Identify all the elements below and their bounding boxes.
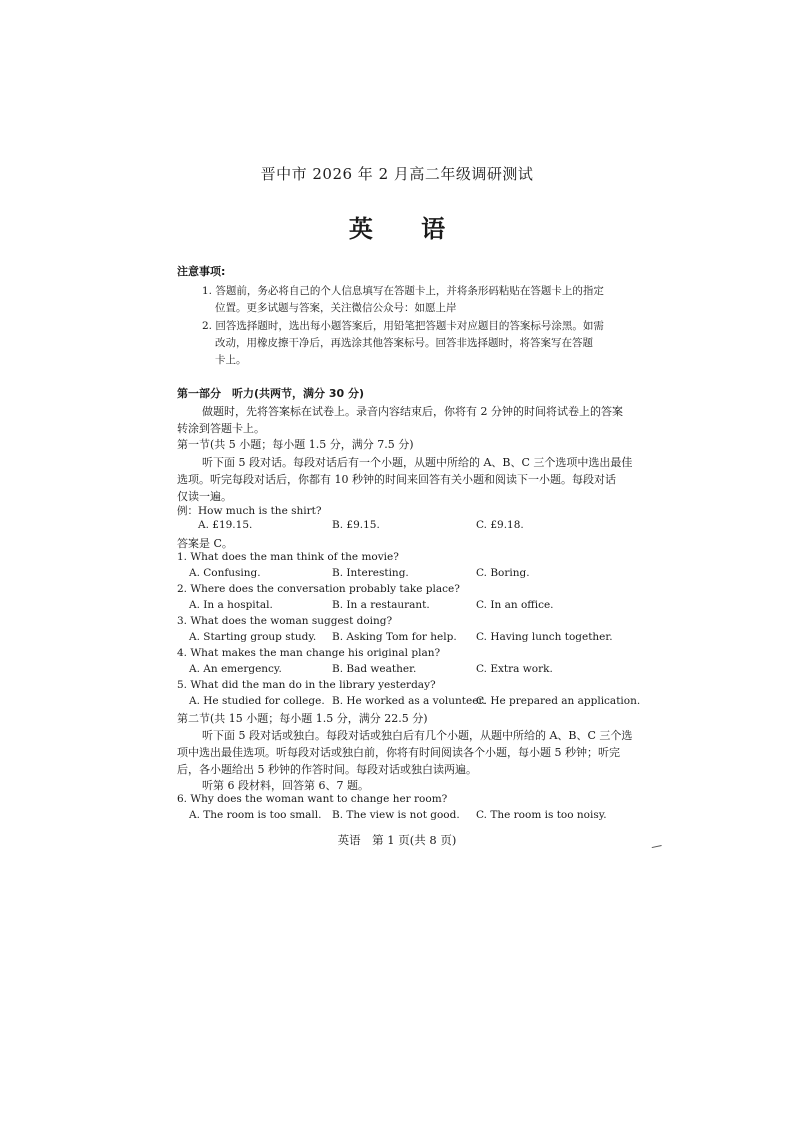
example-answer: 答案是 C。: [177, 537, 233, 550]
question-4: 4. What makes the man change his original plan?: [177, 647, 441, 659]
q1-option-c: C. Boring.: [476, 567, 530, 579]
section1-heading: 第一节(共 5 小题；每小题 1.5 分，满分 7.5 分): [177, 438, 414, 451]
q4-option-b: B. Bad weather.: [332, 663, 417, 675]
q3-option-a: A. Starting group study.: [189, 631, 317, 643]
q1-option-a: A. Confusing.: [189, 567, 261, 579]
section1-intro-line-2: 选项。听完每段对话后，你都有 10 秒钟的时间来回答有关小题和阅读下一小题。每段对话: [177, 473, 616, 486]
notice-line-4: 改动，用橡皮擦干净后，再选涂其他答案标号。回答非选择题时，将答案写在答题: [215, 337, 593, 349]
part1-intro-line-2: 转涂到答题卡上。: [177, 422, 265, 435]
section2-intro-line-2: 项中选出最佳选项。听每段对话或独白前，你将有时间阅读各个小题，每小题 5 秒钟；听完: [177, 746, 620, 759]
q5-option-c: C. He prepared an application.: [476, 695, 641, 707]
example-option-a: A. £19.15.: [198, 519, 253, 531]
notice-heading: 注意事项:: [177, 265, 226, 278]
notice-line-2: 位置。更多试题与答案，关注微信公众号：如愿上岸: [215, 302, 457, 314]
example-option-c: C. £9.18.: [476, 519, 524, 531]
q1-option-b: B. Interesting.: [332, 567, 409, 579]
q2-option-a: A. In a hospital.: [189, 599, 273, 611]
q5-option-a: A. He studied for college.: [189, 695, 325, 707]
question-3: 3. What does the woman suggest doing?: [177, 615, 393, 627]
scan-mark: [652, 845, 663, 851]
q3-option-b: B. Asking Tom for help.: [332, 631, 457, 643]
notice-line-5: 卡上。: [215, 354, 247, 366]
page-footer: 英语 第 1 页(共 8 页): [337, 833, 457, 847]
question-2: 2. Where does the conversation probably take place?: [177, 583, 460, 595]
material-note: 听第 6 段材料，回答第 6、7 题。: [202, 779, 369, 792]
section2-heading: 第二节(共 15 小题；每小题 1.5 分，满分 22.5 分): [177, 712, 428, 725]
notice-line-1: 1. 答题前，务必将自己的个人信息填写在答题卡上，并将条形码粘贴在答题卡上的指定: [202, 285, 604, 297]
section2-intro-line-1: 听下面 5 段对话或独白。每段对话或独白后有几个小题，从题中所给的 A、B、C 三个选: [202, 729, 633, 742]
q3-option-c: C. Having lunch together.: [476, 631, 613, 643]
q2-option-c: C. In an office.: [476, 599, 554, 611]
part1-intro-line-1: 做题时，先将答案标在试卷上。录音内容结束后，你将有 2 分钟的时间将试卷上的答案: [202, 405, 623, 418]
q6-option-c: C. The room is too noisy.: [476, 809, 607, 821]
section1-intro-line-3: 仅读一遍。: [177, 490, 232, 503]
part1-heading: 第一部分 听力(共两节，满分 30 分): [177, 387, 365, 400]
question-6: 6. Why does the woman want to change her room?: [177, 793, 448, 805]
question-5: 5. What did the man do in the library yesterday?: [177, 679, 436, 691]
subject-title: 英 语: [348, 214, 466, 243]
q6-option-a: A. The room is too small.: [189, 809, 322, 821]
q2-option-b: B. In a restaurant.: [332, 599, 430, 611]
question-1: 1. What does the man think of the movie?: [177, 551, 399, 563]
section2-intro-line-3: 后，各小题给出 5 秒钟的作答时间。每段对话或独白读两遍。: [177, 763, 477, 776]
q4-option-a: A. An emergency.: [189, 663, 282, 675]
section1-intro-line-1: 听下面 5 段对话。每段对话后有一个小题，从题中所给的 A、B、C 三个选项中选出最佳: [202, 456, 633, 469]
q4-option-c: C. Extra work.: [476, 663, 553, 675]
example-option-b: B. £9.15.: [332, 519, 380, 531]
q5-option-b: B. He worked as a volunteer.: [332, 695, 486, 707]
q6-option-b: B. The view is not good.: [332, 809, 460, 821]
notice-line-3: 2. 回答选择题时，选出每小题答案后，用铅笔把答题卡对应题目的答案标号涂黑。如需: [202, 320, 604, 332]
exam-title: 晋中市 2026 年 2 月高二年级调研测试: [260, 165, 534, 183]
example-question: 例：How much is the shirt?: [177, 505, 322, 517]
